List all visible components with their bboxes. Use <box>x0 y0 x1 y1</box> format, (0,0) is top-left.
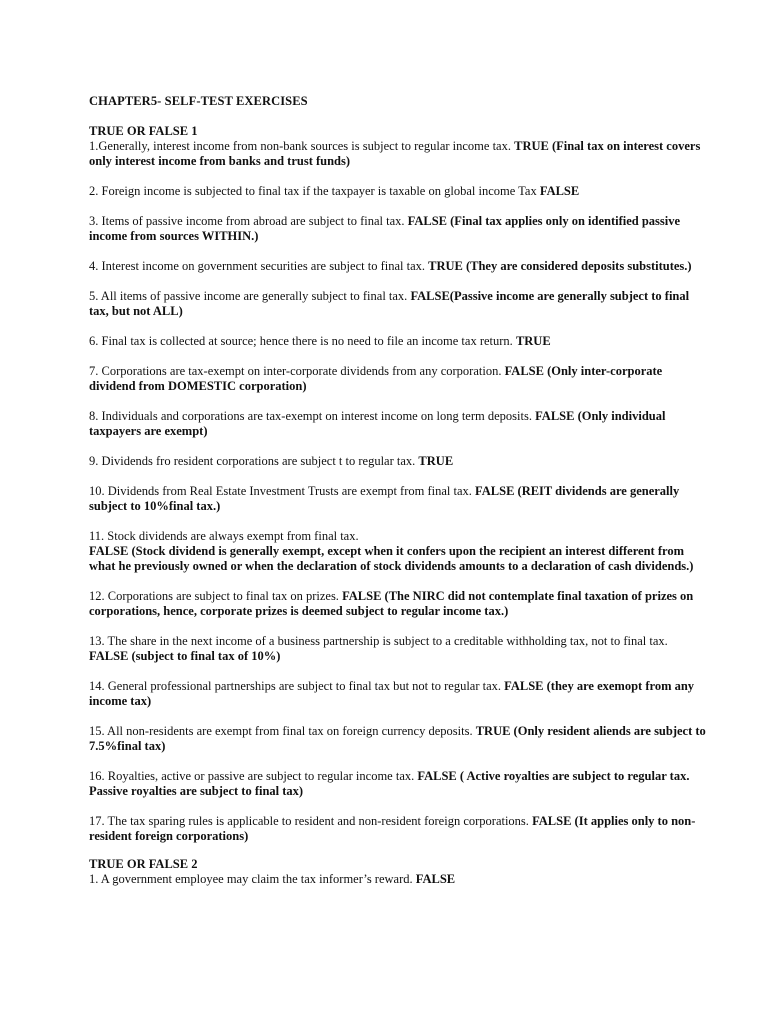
list-item <box>89 259 708 274</box>
question-text: 17. The tax sparing rules is applicable to resident and non-resident foreign corporations. <box>89 814 529 828</box>
list-item <box>89 334 708 349</box>
list-item <box>89 814 708 844</box>
list-item <box>89 634 708 664</box>
answer-text: TRUE <box>515 334 551 348</box>
answer-text: FALSE <box>539 184 580 198</box>
answer-text: FALSE(Passive income are generally subject to final tax, but not ALL) <box>89 289 690 318</box>
list-item <box>89 724 708 754</box>
question-text: 7. Corporations are tax-exempt on inter-corporate dividends from any corporation. <box>89 364 502 378</box>
question-text: 1.Generally, interest income from non-bank sources is subject to regular income tax. <box>89 139 511 153</box>
question-text: 5. All items of passive income are generally subject to final tax. <box>89 289 408 303</box>
list-item <box>89 289 708 319</box>
question-text: 8. Individuals and corporations are tax-exempt on interest income on long term deposits. <box>89 409 532 423</box>
question-text: 11. Stock dividends are always exempt from final tax. <box>89 529 359 543</box>
question-text: 12. Corporations are subject to final tax on prizes. <box>89 589 339 603</box>
question-text: 16. Royalties, active or passive are subject to regular income tax. <box>89 769 415 783</box>
section-heading: TRUE OR FALSE 2 <box>89 857 198 871</box>
answer-text: TRUE <box>418 454 454 468</box>
list-item <box>89 529 708 574</box>
section-2 <box>89 857 708 887</box>
sections-container <box>89 124 708 887</box>
answer-text: FALSE (they are exemopt from any income tax) <box>89 679 695 708</box>
answer-text: FALSE (The NIRC did not contemplate final taxation of prizes on corporations, hence, corporate prizes is deemed subject to regular income tax.) <box>89 589 694 618</box>
answer-text: FALSE (Only inter-corporate dividend from DOMESTIC corporation) <box>89 364 663 393</box>
list-item <box>89 409 708 439</box>
list-item <box>89 454 708 469</box>
question-text: 14. General professional partnerships are subject to final tax but not to regular tax. <box>89 679 502 693</box>
answer-text: FALSE (Final tax applies only on identified passive income from sources WITHIN.) <box>89 214 681 243</box>
question-text: 6. Final tax is collected at source; hence there is no need to file an income tax return. <box>89 334 513 348</box>
answer-text: TRUE (Only resident aliends are subject to 7.5%final tax) <box>89 724 706 753</box>
question-text: 4. Interest income on government securities are subject to final tax. <box>89 259 425 273</box>
list-item <box>89 769 708 799</box>
section-heading: TRUE OR FALSE 1 <box>89 124 198 138</box>
question-text: 1. A government employee may claim the tax informer’s reward. <box>89 872 413 886</box>
answer-text: FALSE (It applies only to non-resident foreign corporations) <box>89 814 696 843</box>
answer-text: FALSE (Only individual taxpayers are exempt) <box>89 409 666 438</box>
question-text: 3. Items of passive income from abroad are subject to final tax. <box>89 214 405 228</box>
list-item <box>89 484 708 514</box>
list-item <box>89 139 708 169</box>
question-text: 13. The share in the next income of a business partnership is subject to a creditable withholding tax, not to final tax. <box>89 634 668 648</box>
question-text: 15. All non-residents are exempt from final tax on foreign currency deposits. <box>89 724 473 738</box>
answer-text: FALSE (REIT dividends are generally subject to 10%final tax.) <box>89 484 680 513</box>
list-item <box>89 872 708 887</box>
answer-text: TRUE (Final tax on interest covers only interest income from banks and trust funds) <box>89 139 701 168</box>
question-text: 9. Dividends fro resident corporations are subject t to regular tax. <box>89 454 416 468</box>
answer-text: FALSE <box>415 872 456 886</box>
list-item <box>89 589 708 619</box>
list-item <box>89 214 708 244</box>
document-title: CHAPTER5- SELF-TEST EXERCISES <box>89 94 308 108</box>
answer-text: FALSE (subject to final tax of 10%) <box>89 649 281 663</box>
list-item <box>89 364 708 394</box>
list-item <box>89 679 708 709</box>
question-text: 2. Foreign income is subjected to final tax if the taxpayer is taxable on global income Tax <box>89 184 537 198</box>
question-text: 10. Dividends from Real Estate Investment Trusts are exempt from final tax. <box>89 484 472 498</box>
answer-text: FALSE ( Active royalties are subject to regular tax. Passive royalties are subject to final tax) <box>89 769 690 798</box>
answer-text: FALSE (Stock dividend is generally exempt, except when it confers upon the recipient an interest different from what he previously owned or when the declaration of stock dividends amounts to a declaration of cash dividends.) <box>89 544 694 573</box>
list-item <box>89 184 708 199</box>
section-1 <box>89 124 708 844</box>
answer-text: TRUE (They are considered deposits substitutes.) <box>428 259 692 273</box>
